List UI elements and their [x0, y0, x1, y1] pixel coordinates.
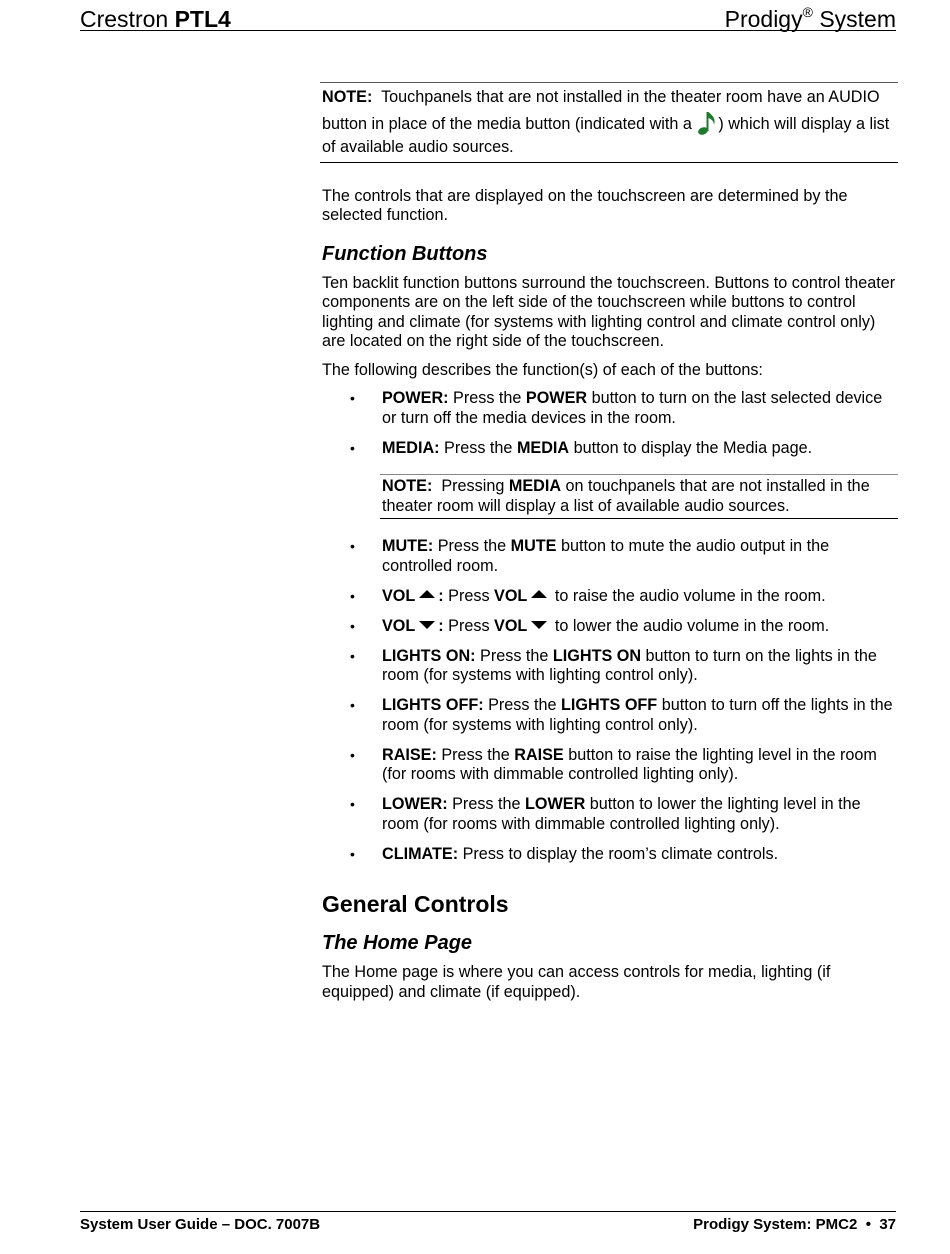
term-colon: :	[438, 586, 444, 605]
text-pre: Press the	[448, 389, 526, 407]
text-pre: Press the	[439, 438, 517, 457]
function-buttons-heading: Function Buttons	[322, 242, 488, 265]
list-item-climate	[320, 845, 898, 865]
text-post: button to turn off the lights in the room (for systems with lighting control only).	[382, 696, 893, 734]
text-post: button to raise the lighting level in the room (for rooms with dimmable controlled lighting only).	[382, 745, 877, 783]
header-model: PTL4	[174, 6, 231, 32]
text-pre: Press	[443, 586, 495, 605]
bullet: •	[350, 538, 355, 554]
page-header	[80, 4, 896, 31]
media-note	[380, 474, 898, 519]
general-controls-heading: General Controls	[322, 891, 509, 917]
function-buttons-list	[320, 389, 898, 458]
bullet: •	[350, 617, 355, 634]
page-content	[320, 82, 898, 1002]
bold-vol: VOL	[494, 586, 528, 605]
down-arrow-icon	[531, 621, 547, 629]
header-system: System	[819, 6, 896, 32]
list-item-mute	[320, 537, 898, 576]
text-pre: Press the	[433, 537, 511, 555]
audio-note	[320, 82, 898, 163]
note-label: NOTE:	[322, 88, 373, 106]
bullet: •	[350, 390, 355, 406]
note-label: NOTE:	[382, 477, 433, 495]
term-media: MEDIA:	[382, 438, 440, 457]
bold-power: POWER	[525, 389, 588, 407]
list-item-raise	[320, 746, 898, 785]
text-pre: Press the	[483, 696, 561, 714]
home-page-paragraph: The Home page is where you can access controls for media, lighting (if equipped) and climate (if equipped).	[322, 963, 831, 1001]
footer-doc-title: System User Guide – DOC. 7007B	[80, 1216, 321, 1233]
term-lights-on: LIGHTS ON:	[382, 646, 476, 665]
footer-section: Prodigy System: PMC2	[693, 1216, 858, 1233]
bullet: •	[350, 439, 355, 456]
bullet: •	[350, 796, 355, 812]
text-post: to lower the audio volume in the room.	[550, 616, 830, 635]
bold-lights-on: LIGHTS ON	[552, 646, 642, 665]
note-bold-media: MEDIA	[508, 477, 562, 495]
header-brand: Crestron	[80, 6, 169, 32]
text-pre: Press the	[447, 795, 526, 813]
term-vol-up: VOL	[382, 586, 416, 605]
bullet: •	[350, 647, 355, 664]
list-item-lights-on	[320, 647, 898, 686]
list-item-lights-off	[320, 696, 898, 735]
term-power: POWER:	[382, 389, 449, 407]
page-number: 37	[879, 1216, 896, 1233]
list-item-power	[320, 389, 898, 428]
home-page-heading: The Home Page	[322, 932, 473, 954]
list-item-vol-up	[320, 587, 898, 607]
list-item-media	[320, 439, 898, 459]
list-item-lower	[320, 795, 898, 834]
bold-media: MEDIA	[516, 438, 570, 457]
function-buttons-intro: Ten backlit function buttons surround the touchscreen. Buttons to control theater components are on the left side of the touchscreen while buttons to control lighting and climate (for systems with lighting control and climate control only) are located on the right side of the touchscreen.	[322, 273, 896, 350]
bold-mute: MUTE	[510, 537, 557, 555]
bullet: •	[350, 845, 355, 862]
text-pre: Press	[443, 616, 495, 635]
up-arrow-icon	[531, 590, 547, 598]
list-item-vol-down	[320, 617, 898, 637]
note-text-after: ) which will display a list of available audio sources.	[322, 114, 890, 156]
bullet: •	[350, 697, 355, 713]
text-post: button to lower the lighting level in the room (for rooms with dimmable controlled lighting only).	[382, 795, 861, 833]
footer-separator: •	[865, 1216, 871, 1233]
text-post: button to display the Media page.	[569, 438, 813, 457]
text-post: button to turn on the last selected device or turn off the media devices in the room.	[382, 389, 883, 427]
bold-lower: LOWER	[525, 795, 586, 813]
text-post: button to turn on the lights in the room (for systems with lighting control only).	[382, 646, 877, 684]
term-lights-off: LIGHTS OFF:	[382, 696, 484, 714]
text-pre: Press the	[475, 646, 553, 665]
note-text-post: on touchpanels that are not installed in the theater room will display a list of available audio sources.	[382, 477, 870, 515]
text-post: Press to display the room’s climate controls.	[458, 844, 779, 863]
term-vol-down: VOL	[382, 616, 416, 635]
registered-mark: ®	[802, 4, 813, 20]
function-buttons-list-continued	[320, 537, 898, 864]
header-right	[725, 6, 896, 35]
text-post: to raise the audio volume in the room.	[550, 586, 826, 605]
bullet: •	[350, 587, 355, 604]
term-mute: MUTE:	[382, 537, 434, 555]
controls-paragraph: The controls that are displayed on the touchscreen are determined by the selected function.	[322, 186, 848, 224]
term-lower: LOWER:	[382, 795, 448, 813]
term-raise: RAISE:	[382, 745, 437, 764]
bold-lights-off: LIGHTS OFF	[560, 696, 658, 714]
function-buttons-list-intro: The following describes the function(s) of each of the buttons:	[322, 360, 763, 379]
note-text-pre: Pressing	[441, 477, 509, 495]
bold-vol: VOL	[494, 616, 528, 635]
bullet: •	[350, 746, 355, 763]
footer-right	[693, 1215, 896, 1235]
note-text-before: Touchpanels that are not installed in the theater room have an AUDIO button in place of the media button (indicated with a	[322, 88, 880, 133]
text-post: button to mute the audio output in the controlled room.	[382, 537, 830, 575]
term-colon: :	[438, 616, 444, 635]
bold-raise: RAISE	[514, 745, 564, 764]
text-pre: Press the	[436, 745, 515, 764]
page-footer	[80, 1211, 896, 1233]
up-arrow-icon	[419, 590, 435, 598]
down-arrow-icon	[419, 621, 435, 629]
term-climate: CLIMATE:	[382, 844, 459, 863]
header-product: Prodigy	[724, 6, 803, 32]
music-note-icon	[696, 110, 718, 136]
header-left	[80, 6, 231, 32]
